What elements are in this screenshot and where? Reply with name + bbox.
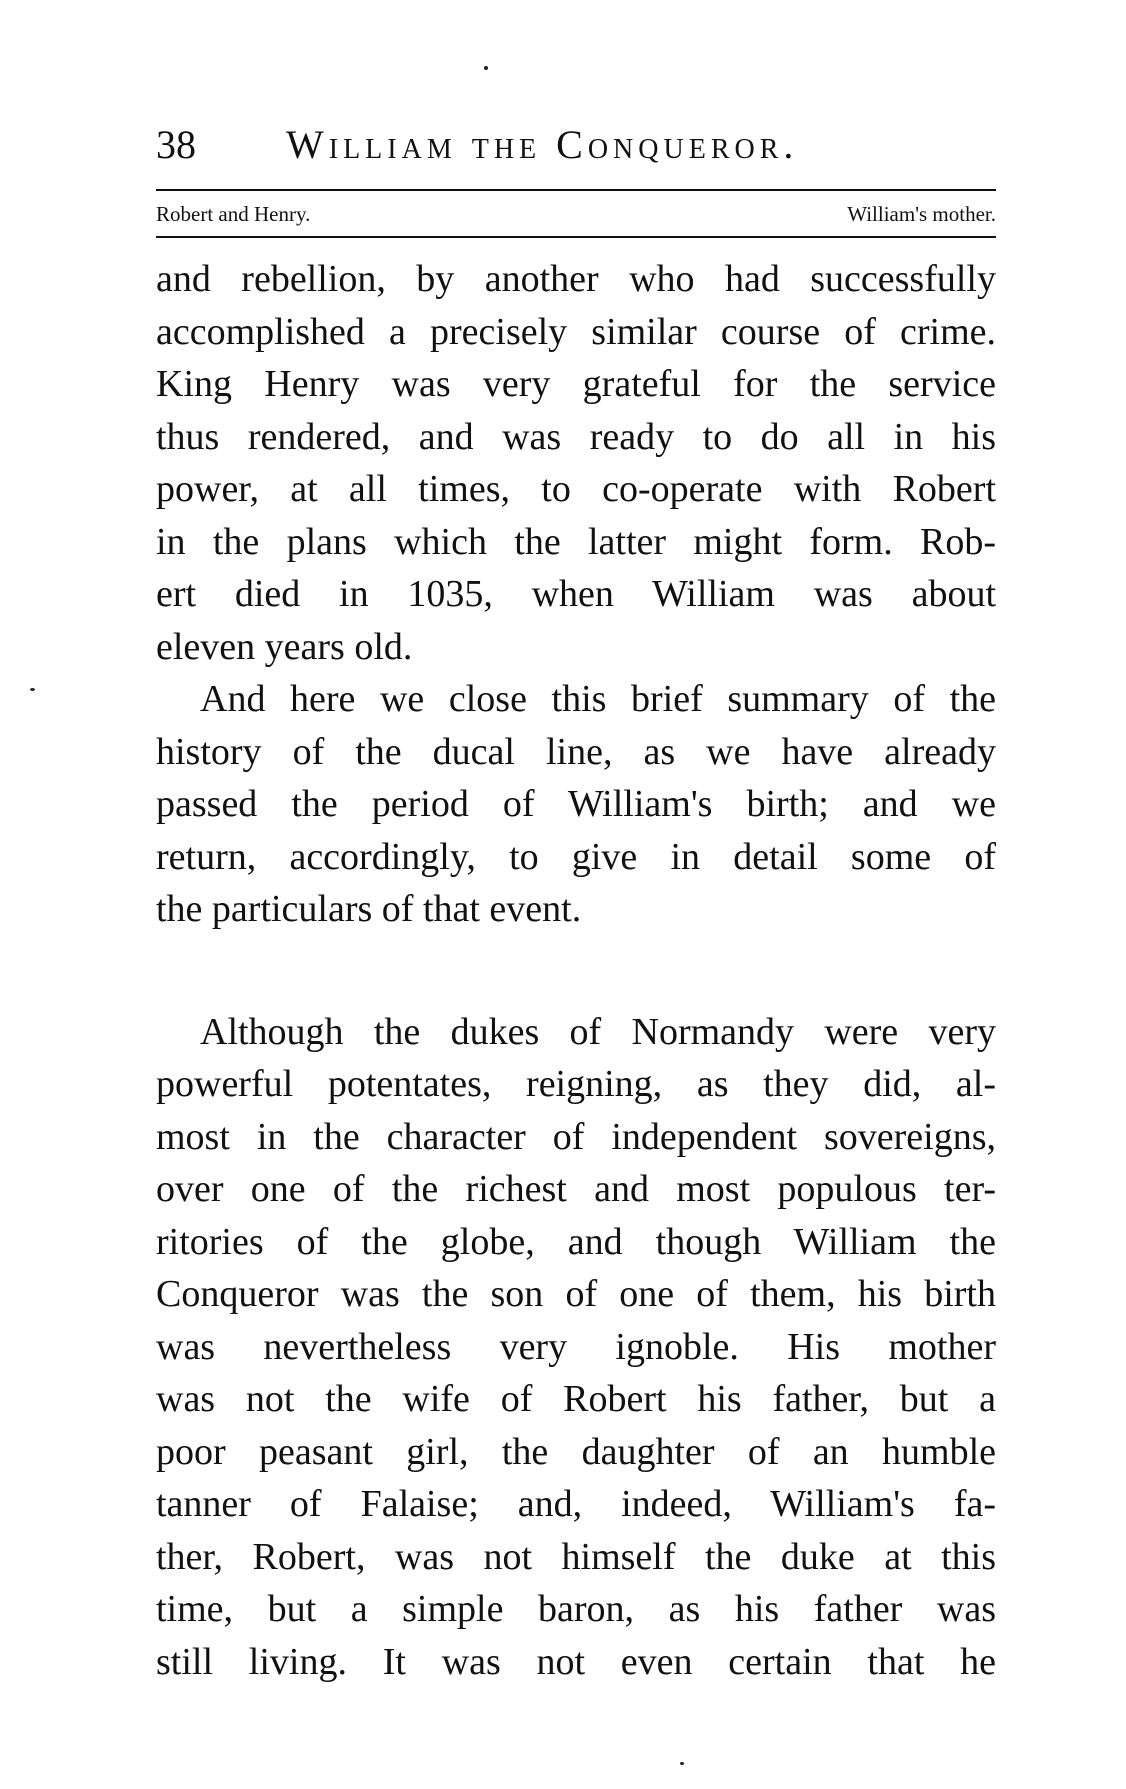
text-line: accomplished a precisely similar course of crime. xyxy=(156,310,996,353)
text-line: power, at all times, to co-operate with Robert xyxy=(156,468,996,510)
text-line: most in the character of independent sovereigns, xyxy=(156,1115,996,1158)
header-rule-top xyxy=(156,189,996,191)
text-line: ert died in 1035, when William was about xyxy=(156,573,996,615)
text-line: powerful potentates, reigning, as they did, al- xyxy=(156,1063,996,1105)
print-speck xyxy=(30,688,35,691)
running-title: William the Conqueror. xyxy=(286,122,799,167)
text-line: Conqueror was the son of one of them, his birth xyxy=(156,1273,996,1315)
page-header xyxy=(156,120,996,170)
body-text xyxy=(156,253,996,1688)
paragraph-dukes-of-normandy xyxy=(156,1006,996,1689)
text-line: in the plans which the latter might form. Rob- xyxy=(156,520,996,563)
sidenote-left: Robert and Henry. xyxy=(156,202,311,226)
text-line: thus rendered, and was ready to do all in his xyxy=(156,415,996,458)
text-line: passed the period of William's birth; and we xyxy=(156,783,996,825)
sidenote-right: William's mother. xyxy=(847,202,996,226)
section-break xyxy=(156,936,996,1006)
text-line: was not the wife of Robert his father, but a xyxy=(156,1378,996,1420)
text-line: was nevertheless very ignoble. His mother xyxy=(156,1325,996,1368)
print-speck xyxy=(680,1762,684,1765)
text-line: the particulars of that event. xyxy=(156,888,582,930)
text-line: poor peasant girl, the daughter of an humble xyxy=(156,1430,996,1473)
text-line: ritories of the globe, and though William the xyxy=(156,1220,996,1263)
text-line: and rebellion, by another who had successfully xyxy=(156,258,996,300)
text-line: Although the dukes of Normandy were very xyxy=(200,1010,996,1053)
text-line: ther, Robert, was not himself the duke at this xyxy=(156,1535,996,1578)
text-line: tanner of Falaise; and, indeed, William's fa- xyxy=(156,1483,996,1525)
text-line: eleven years old. xyxy=(156,625,413,668)
paragraph-continuation xyxy=(156,253,996,673)
paragraph-ducal-line xyxy=(156,673,996,936)
text-line: history of the ducal line, as we have already xyxy=(156,730,996,773)
print-speck xyxy=(484,66,488,70)
text-line: And here we close this brief summary of the xyxy=(200,678,996,720)
text-line: still living. It was not even certain that he xyxy=(156,1640,996,1683)
header-rule-bottom xyxy=(156,236,996,238)
marginal-headings xyxy=(156,196,996,232)
text-line: time, but a simple baron, as his father was xyxy=(156,1588,996,1630)
text-line: over one of the richest and most populous ter- xyxy=(156,1168,996,1210)
text-line: return, accordingly, to give in detail some of xyxy=(156,835,996,878)
page-number: 38 xyxy=(156,122,196,167)
text-line: King Henry was very grateful for the service xyxy=(156,363,996,405)
